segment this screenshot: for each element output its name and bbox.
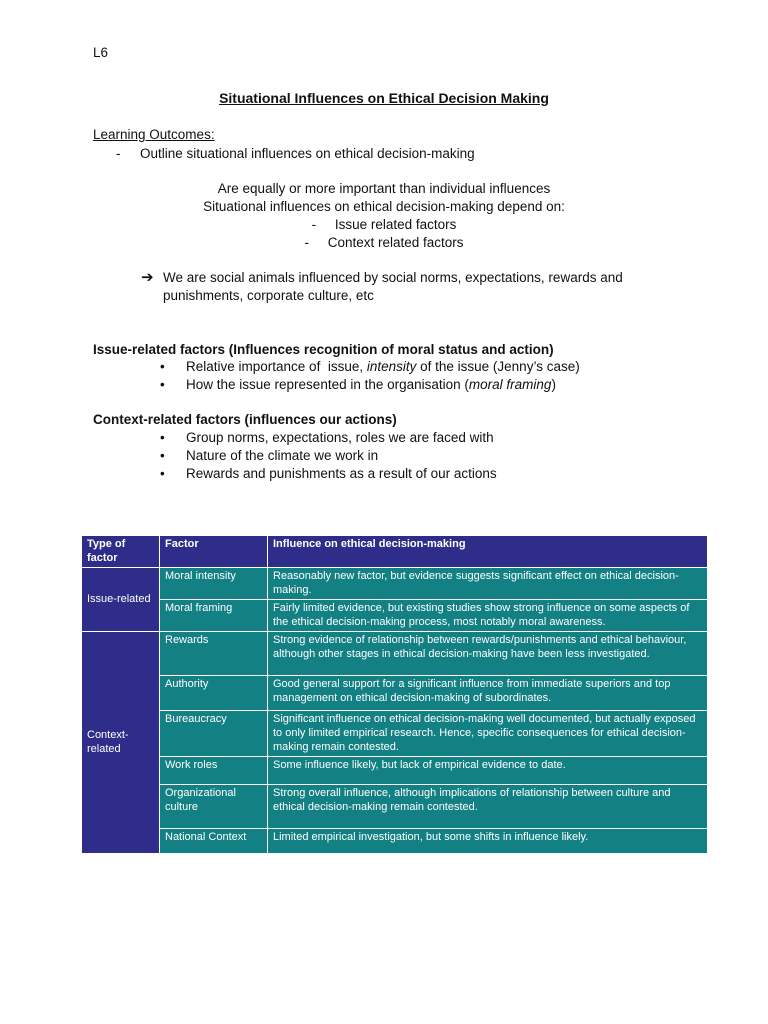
document-title: Situational Influences on Ethical Decision Making	[219, 90, 549, 106]
factor-cell: Authority	[160, 676, 268, 711]
table-row	[82, 829, 708, 854]
header-factor: Factor	[160, 536, 268, 568]
learning-outcome-text: Outline situational influences on ethical decision-making	[140, 146, 475, 161]
group-context-related: Context-related	[82, 632, 160, 854]
list-item: • Nature of the climate we work in	[160, 448, 379, 463]
influence-cell: Good general support for a significant influence from immediate superiors and top management on ethical decision-making of subordinates.	[268, 676, 708, 711]
learning-outcomes-heading: Learning Outcomes:	[93, 127, 215, 142]
influence-cell: Reasonably new factor, but evidence suggests significant effect on ethical decision-making.	[268, 568, 708, 600]
bullet-icon: •	[160, 359, 165, 374]
table-row	[82, 568, 708, 600]
table-header-row	[82, 536, 708, 568]
bullet-icon: •	[160, 448, 165, 463]
influence-cell: Limited empirical investigation, but some shifts in influence likely.	[268, 829, 708, 854]
list-item: • How the issue represented in the organisation (moral framing)	[160, 377, 556, 392]
bullet-icon: •	[160, 430, 165, 445]
dash-marker: -	[116, 146, 121, 161]
intro-item-2: - Context related factors	[304, 235, 464, 250]
group-issue-related: Issue-related	[82, 568, 160, 632]
arrow-right-icon: ➔	[141, 269, 154, 286]
factor-cell: Moral intensity	[160, 568, 268, 600]
list-item: • Relative importance of issue, intensity of the issue (Jenny’s case)	[160, 359, 580, 374]
table-row	[82, 600, 708, 632]
influence-cell: Fairly limited evidence, but existing studies show strong influence on some aspects of the ethical decision-making process, most notably moral awareness.	[268, 600, 708, 632]
page-label: L6	[93, 45, 109, 60]
factor-cell: Bureaucracy	[160, 711, 268, 757]
situational-factors-table	[81, 535, 708, 854]
learning-outcome-item	[116, 145, 475, 163]
arrow-note-text: We are social animals influenced by social norms, expectations, rewards and punishments, corporate culture, etc	[163, 270, 623, 303]
intro-line-1: Are equally or more important than individual influences	[217, 181, 551, 196]
header-influence: Influence on ethical decision-making	[268, 536, 708, 568]
context-section-heading: Context-related factors (influences our actions)	[93, 412, 397, 427]
intro-item-1: - Issue related factors	[311, 217, 457, 232]
table-row	[82, 711, 708, 757]
bullet-icon: •	[160, 466, 165, 481]
factor-cell: Organizational culture	[160, 785, 268, 829]
factor-cell: Moral framing	[160, 600, 268, 632]
table-row	[82, 785, 708, 829]
influence-cell: Strong overall influence, although implications of relationship between culture and ethical decision-making remain contested.	[268, 785, 708, 829]
factor-cell: Rewards	[160, 632, 268, 676]
list-item: • Group norms, expectations, roles we are faced with	[160, 430, 494, 445]
issue-section-heading: Issue-related factors (Influences recognition of moral status and action)	[93, 342, 554, 357]
influence-cell: Strong evidence of relationship between rewards/punishments and ethical behaviour, although other stages in ethical decision-making have been less investigated.	[268, 632, 708, 676]
influence-cell: Some influence likely, but lack of empirical evidence to date.	[268, 757, 708, 785]
intro-line-2: Situational influences on ethical decision-making depend on:	[203, 199, 565, 214]
arrow-note	[141, 269, 661, 305]
influence-cell: Significant influence on ethical decision-making well documented, but actually exposed to only limited empirical research. Hence, specific consequences for ethical decision-making remain contested.	[268, 711, 708, 757]
header-type-of-factor: Type of factor	[82, 536, 160, 568]
bullet-icon: •	[160, 377, 165, 392]
table-row	[82, 676, 708, 711]
issue-bullet-list	[160, 358, 580, 394]
factor-cell: National Context	[160, 829, 268, 854]
context-bullet-list	[160, 429, 497, 483]
factor-cell: Work roles	[160, 757, 268, 785]
table-row	[82, 757, 708, 785]
table-row	[82, 632, 708, 676]
list-item: • Rewards and punishments as a result of our actions	[160, 466, 497, 481]
